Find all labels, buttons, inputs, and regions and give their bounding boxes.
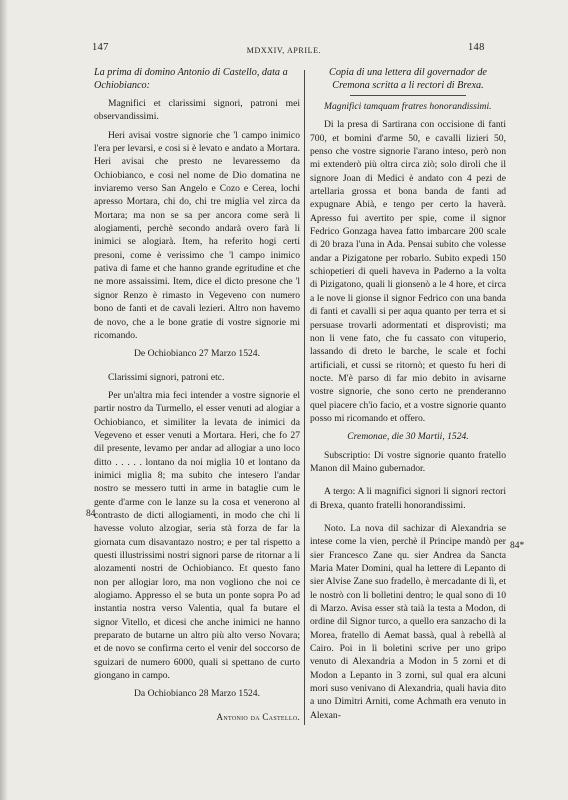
running-title: MDXXIV, APRILE. (246, 46, 322, 55)
letter2-body: Per un'altra mia feci intender a vostre signorie el partir nostro da Turmello, el esser venuti ad alogiar a Ochiobianco, et similiter la levata de inimici da Vegeveno et esser venuti a Mortara. Heri, che fo 27 dil presente, levamo per andar ad allogiar a uno loco ditto . . . . . lontano da noi miglia 10 et lontano da inimici miglia 8; ma subito che intesero l'andar nostro se messero tutti in arme in bataglie cum le gente d'arme con le lanze su la cosa et venerono al contrasto de dicti allogiamenti, in modo che chi li havesse voluto alzogiar, seria stà forza de far la giornata cum disavantazo nostro; e per tal rispetto a questi illustrissimi nostri signori parse de ritornar a li alozamenti nostri de Ochiobianco. Et questo fano non per allogiar loro, ma non vogliono che noi ce alogiamo. Appresso el se buta un ponte sopra Po ad instantia nostra verso Valentia, qual fa butare el signor Vitello, et dicesi che anche inimici ne hanno preparato de butarne un altro più alto verso Novara; et de novo se confirma certo el venir del soccorso de sguizari de numero 6000, quali si spettano de curto giongano in campo. (94, 389, 300, 682)
column-divider (304, 70, 305, 725)
margin-note-left: 84 (86, 509, 96, 519)
right-column (310, 66, 506, 722)
margin-note-right: 84* (510, 541, 525, 551)
cremona-address: A tergo: A li magnifici signori li signori rectori di Brexa, quanto fratelli honorandissimi. (310, 486, 506, 511)
left-column (94, 66, 300, 724)
page-number-left: 147 (92, 42, 109, 53)
letter-heading-castello: La prima di domino Antonio di Castello, data a Ochiobianco: (94, 67, 288, 91)
letter2-date: Da Ochiobianco 28 Marzo 1524. (133, 688, 261, 700)
cremona-body: Di la presa di Sartirana con occisione di fanti 700, et bomini d'arme 50, e cavalli lizieri 50, penso che vostre signorie l'arano inteso, però non mi extenderò più oltra circa ziò; solo diroli che il signore Joan di Medici è andato con 4 pezi de artellaria grossa et bona banda de fanti ad expugnare Abià, e tengo per certo la haverà. Apresso fui avertito per spie, come il signor Fedrico Gonzaga havea fatto imbarcare 200 scale di 20 braza l'una in Ada. Pensai subito che volesse andar a Pizigatone per robarlo. Subito expedi 150 schiopetieri di queli haveva in Paderno a la volta di Pizigatono, quali li gionsenò a le 4 hore, et circa a le nove li gionse il signor Fedrico con una banda di fanti et cavalli si per aqua quanto per terra et si persuase trovarli adormentati et disprovisti; ma non li vene fato, che fu cassato con vituperio, lassando di dreto le barche, le scale et fochi artificiali, et cussi se ritornò; et questo fu heri di nocte. M'è parso di far mio debito in avisarne vostre signorie, che sono certo ne prenderanno quel piacere ch'io facio, et a vostre signorie quanto posso mi ricomando et offero. (310, 119, 506, 424)
letter1-salutation: Magnifici et clarissimi signori, patroni mei observandissimi. (94, 98, 300, 123)
cremona-date: Cremonae, die 30 Martii, 1524. (347, 431, 469, 443)
cremona-subscription: Subscriptio: Di vostre signorie quanto fratello Manon dil Maino gubernador. (310, 449, 506, 474)
letter2-signature: Antonio da Castello. (216, 711, 300, 722)
note-alexandria: Noto. La nova dil sachizar di Alexandria se intese come la vien, perchè il Principe mandò per sier Francesco Zane qu. sier Andrea da Sancta Maria Mater Domini, qual ha lettere di Lepanto di sier Alvise Zane suo fradello, è mercadante di lì, et le nostrò con li bolletini dentro; le qual sono di 10 di Marzo. Avisa esser stà taià la testa a Modon, di ordine dil Signor turco, a quello era sanzacho di la Morea, fratello di Aemat bassà, qual à rebellà al Cairo. Poi in li boletini scrive per uno gripo venuto di Alexandria a Modon in 5 zorni et di Modon a Lepanto in 3 zorni, sul qual era alcuni mori suso venivano di Alexandria, quali havia dito a uno Dimitri Arniti, come Achmath era venuto in Alexan- (310, 522, 506, 721)
letter1-date: De Ochiobianco 27 Marzo 1524. (133, 348, 261, 360)
page-spine-shadow (0, 0, 8, 800)
page-number-right: 148 (468, 42, 485, 53)
heading-rule (350, 95, 466, 96)
letter1-body: Heri avisai vostre signorie che 'l campo inimico l'era per levarsi, e cosi si è levato e andato a Mortara. Heri avisai che presto ne levaressemo da Ochiobianco, e cosi nel nome de Dio domatina ne inviaremo verso San Angelo e Cozo e Cerea, lochi apresso Mortara, chi do, chi tre miglia vel zirca da Mortara; ma non se sa per ancora come serà li alogiamenti, perchè secondo andarà overo farà li inimici se alogiarà. Item, ha referito hogi certi presoni, come è verissimo che 'l campo inimico pativa di fame et che hanno grande egritudine et che ne more assaissimi. Item, dice el dicto presone che 'l signor Renzo è rimasto in Vegeveno con numero bono de fanti et de cavali lezieri. Altro non havemo de novo, che a le bone gratie di vostre signorie mi ricomando. (94, 129, 300, 341)
cremona-salutation: Magnifici tamquam fratres honorandissimi. (324, 101, 492, 112)
letter2-salutation: Clarissimi signori, patroni etc. (108, 371, 225, 383)
letter-heading-cremona: Copia di una lettera dil governador de Cremona scritta a li rectori di Brexa. (329, 67, 487, 91)
